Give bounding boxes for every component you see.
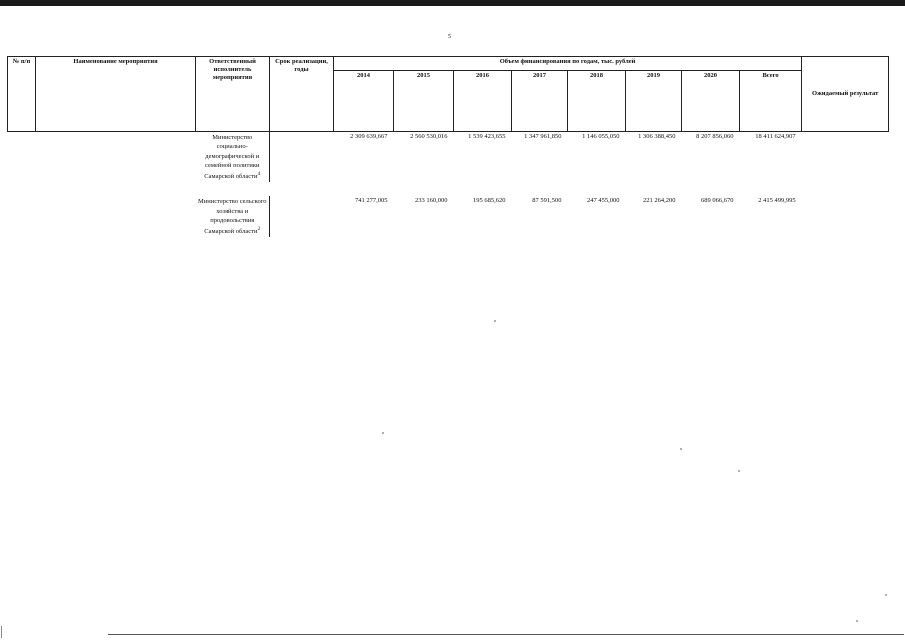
- value-cell: 741 277,005: [355, 197, 388, 205]
- value-cell: 8 207 856,060: [696, 133, 734, 140]
- value-cell: 689 066,670: [701, 197, 734, 205]
- executor-cell: [196, 132, 270, 183]
- value-cell: 1 146 055,050: [582, 133, 620, 140]
- value-cell: 221 264,200: [643, 197, 676, 205]
- scan-speck: [382, 432, 384, 434]
- scan-speck: [885, 594, 887, 596]
- table-row: [8, 132, 889, 183]
- page-number: 5: [448, 34, 451, 40]
- scan-edge-mark: [1, 626, 2, 638]
- header-result: Ожидаемый результат: [802, 57, 889, 132]
- header-year: 2019: [626, 71, 682, 132]
- value-cell: 247 455,000: [587, 197, 620, 205]
- total-cell: 2 415 499,995: [758, 197, 796, 205]
- executor-cell: [196, 196, 270, 237]
- header-executor: Ответственный исполнитель мероприятия: [196, 57, 270, 132]
- executor-name: Министерство сельского хозяйства и продовольствия Самарской области: [198, 198, 267, 235]
- scan-speck: [856, 620, 858, 622]
- header-period: Срок реализации, годы: [270, 57, 334, 132]
- header-year: 2016: [454, 71, 512, 132]
- total-cell: 18 411 624,907: [755, 133, 796, 140]
- value-cell: 1 306 388,450: [638, 133, 676, 140]
- value-cell: 1 539 423,655: [468, 133, 506, 140]
- header-funding: Объем финансирования по годам, тыс. рублей: [334, 57, 802, 71]
- value-cell: 1 347 961,850: [524, 133, 562, 140]
- table-row: [8, 196, 889, 237]
- executor-name: Министерство социально-демографической и семейной политики Самарской области: [204, 134, 260, 180]
- header-year: 2014: [334, 71, 394, 132]
- header-year: 2018: [568, 71, 626, 132]
- top-border: [0, 0, 905, 6]
- scan-speck: [494, 320, 496, 322]
- value-cell: 233 160,000: [415, 197, 448, 205]
- footnote-mark: 2: [257, 225, 261, 232]
- header-name: Наименование мероприятия: [36, 57, 196, 132]
- value-cell: 87 591,500: [532, 197, 562, 205]
- scan-speck: [680, 448, 682, 450]
- funding-table: [7, 56, 889, 237]
- footnote-mark: 4: [257, 170, 261, 177]
- value-cell: 2 309 639,667: [350, 133, 388, 140]
- value-cell: 195 685,620: [473, 197, 506, 205]
- header-num: № п/п: [8, 57, 36, 132]
- header-year: 2017: [512, 71, 568, 132]
- bottom-rule: [108, 634, 904, 635]
- header-total: Всего: [740, 71, 802, 132]
- header-year: 2020: [682, 71, 740, 132]
- scan-speck: [738, 470, 740, 472]
- value-cell: 2 560 530,016: [410, 133, 448, 140]
- header-year: 2015: [394, 71, 454, 132]
